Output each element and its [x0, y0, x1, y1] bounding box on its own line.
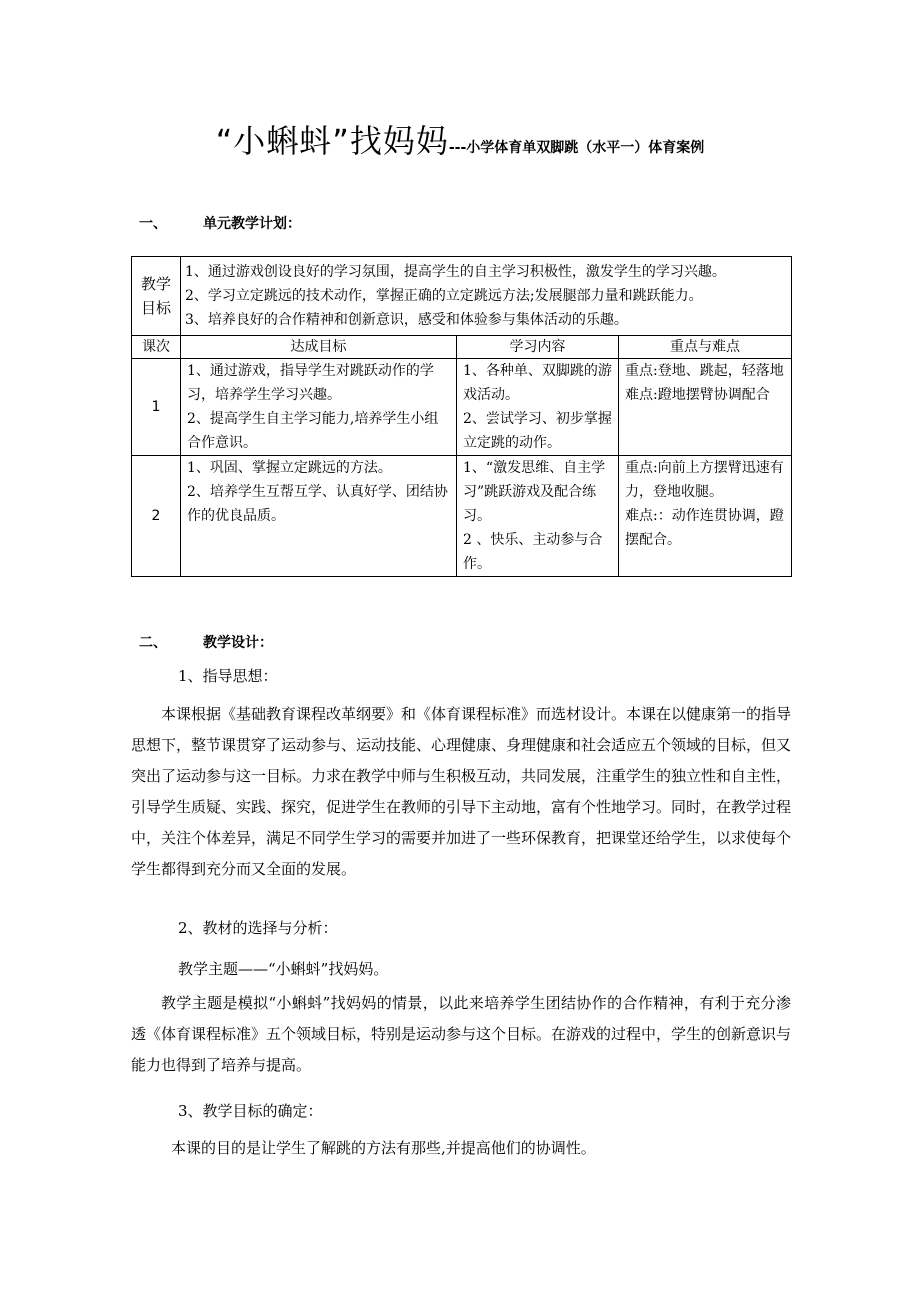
lesson-number: 1: [132, 359, 181, 456]
goal-label: 教学目标: [141, 275, 172, 317]
content-cell: 1、“激发思维、自主学习”跳跃游戏及配合练习。 2 、快乐、主动参与合作。: [457, 456, 619, 577]
table-row: [132, 456, 792, 577]
focus-cell: 重点:向前上方摆臂迅速有力，登地收腿。 难点:：动作连贯协调，蹬摆配合。: [619, 456, 792, 577]
paragraph: 教学主题是模拟“小蝌蚪”找妈妈的情景，以此来培养学生团结协作的合作精神，有利于充分渗透《体育课程标准》五个领域目标，特别是运动参与这个目标。在游戏的过程中，学生的创新意识与能力也得到了培养与提高。: [131, 994, 792, 1074]
title-main: “小蝌蚪”找妈妈: [215, 122, 449, 160]
section-heading-1: [139, 213, 301, 233]
paragraph: 本课的目的是让学生了解跳的方法有那些,并提高他们的协调性。: [171, 1139, 596, 1157]
theme-line: 教学主题——“小蝌蚪”找妈妈。: [178, 960, 389, 978]
section-label: 单元教学计划：: [203, 216, 301, 232]
header-objective: 达成目标: [181, 336, 457, 359]
subsection-title: 2、教材的选择与分析：: [178, 919, 338, 937]
section-label: 教学设计：: [203, 635, 273, 651]
table-header-row: [132, 336, 792, 359]
header-lesson: 课次: [132, 336, 181, 359]
content-cell: 1、各种单、双脚跳的游戏活动。 2、尝试学习、初步掌握立定跳的动作。: [457, 359, 619, 456]
goal-item: 2、学习立定跳远的技术动作，掌握正确的立定跳远方法;发展腿部力量和跳跃能力。: [185, 288, 703, 304]
header-content: 学习内容: [457, 336, 619, 359]
subsection-title: 3、教学目标的确定：: [178, 1102, 323, 1120]
header-focus: 重点与难点: [619, 336, 792, 359]
paragraph: 本课根据《基础教育课程改革纲要》和《体育课程标准》而选材设计。本课在以健康第一的指导思想下，整节课贯穿了运动参与、运动技能、心理健康、身理健康和社会适应五个领域的目标，但又突出了运动参与这一目标。力求在教学中师与生积极互动，共同发展，注重学生的独立性和自主性，引导学生质疑、实践、探究，促进学生在教师的引导下主动地，富有个性地学习。同时，在教学过程中，关注个体差异，满足不同学生学习的需要并加进了一些环保教育，把课堂还给学生，以求使每个学生都得到充分而又全面的发展。: [131, 705, 792, 878]
section-heading-2: [139, 632, 273, 652]
goal-item: 3、培养良好的合作精神和创新意识，感受和体验参与集体活动的乐趣。: [185, 312, 628, 328]
objective-cell: 1、巩固、掌握立定跳远的方法。 2、培养学生互帮互学、认真好学、团结协作的优良品质。: [181, 456, 457, 577]
section-number: 一、: [139, 216, 167, 232]
document-title: [0, 116, 920, 162]
goal-row: [132, 257, 792, 336]
objective-cell: 1、通过游戏，指导学生对跳跃动作的学习，培养学生学习兴趣。 2、提高学生自主学习能力,培养学生小组合作意识。: [181, 359, 457, 456]
section-number: 二、: [139, 635, 167, 651]
title-subtitle: ---小学体育单双脚跳（水平一）体育案例: [448, 140, 705, 156]
goal-label-cell: [132, 257, 181, 336]
table-row: [132, 359, 792, 456]
goal-item: 1、通过游戏创设良好的学习氛围，提高学生的自主学习积极性，激发学生的学习兴趣。: [185, 264, 726, 280]
goal-list-cell: [181, 257, 792, 336]
lesson-number: 2: [132, 456, 181, 577]
subsection-title: 1、指导思想：: [178, 667, 278, 685]
focus-cell: 重点:登地、跳起，轻落地 难点:蹬地摆臂协调配合: [619, 359, 792, 456]
unit-plan-table: [131, 256, 792, 577]
